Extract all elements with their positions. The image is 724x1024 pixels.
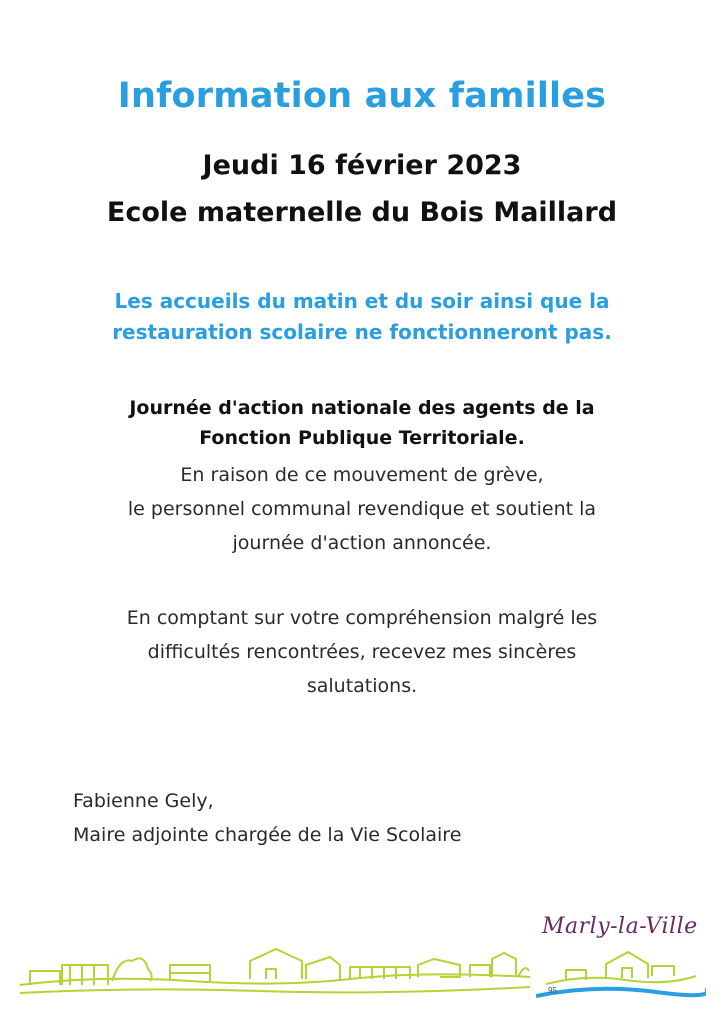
closing-paragraph: [40, 601, 684, 703]
paragraph-line: difficultés rencontrées, recevez mes sincères: [147, 641, 577, 663]
paragraph-line: En comptant sur votre compréhension malgré les: [126, 607, 598, 629]
page-title: Information aux familles: [117, 76, 607, 116]
logo-department-number: 95: [548, 986, 557, 995]
action-heading: [40, 393, 684, 453]
action-line: Fonction Publique Territoriale.: [199, 427, 525, 449]
notice-line: Les accueils du matin et du soir ainsi que la: [114, 289, 610, 313]
signatory-name: Fabienne Gely,: [73, 790, 214, 812]
signatory-role: Maire adjointe chargée de la Vie Scolaire: [73, 824, 462, 846]
event-date: Jeudi 16 février 2023: [202, 150, 522, 181]
strike-paragraph: [40, 458, 684, 560]
town-skyline-illustration: [20, 935, 530, 1000]
paragraph-line: le personnel communal revendique et soutient la: [127, 498, 597, 520]
action-line: Journée d'action nationale des agents de la: [129, 397, 595, 419]
paragraph-line: salutations.: [306, 675, 418, 697]
school-name: Ecole maternelle du Bois Maillard: [106, 197, 618, 228]
marly-la-ville-logo: [536, 908, 706, 1004]
signature-block: [73, 784, 461, 852]
logo-emblem-graphic: [536, 944, 706, 1004]
paragraph-line: journée d'action annoncée.: [232, 532, 492, 554]
service-notice: [40, 286, 684, 348]
notice-line: restauration scolaire ne fonctionneront pas.: [112, 320, 612, 344]
logo-wordmark: Marly-la-Ville: [542, 914, 698, 939]
paragraph-line: En raison de ce mouvement de grève,: [180, 464, 544, 486]
